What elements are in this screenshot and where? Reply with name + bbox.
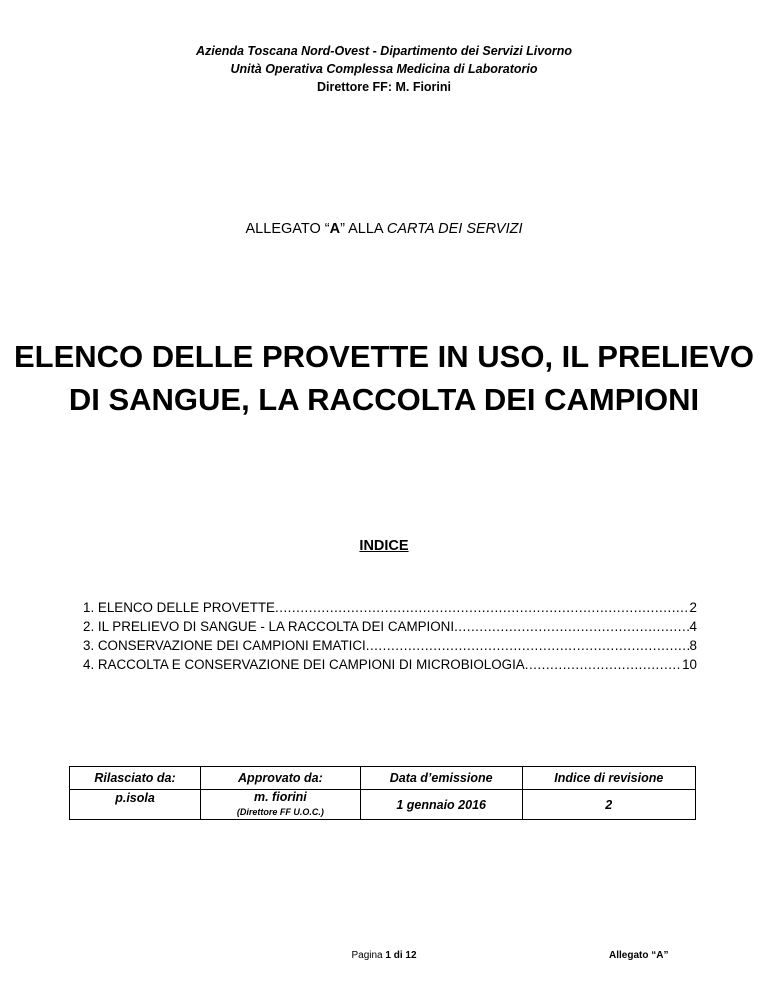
- title-line-1: ELENCO DELLE PROVETTE IN USO, IL PRELIEVO: [13, 339, 755, 374]
- approval-table-header-row: [70, 767, 696, 790]
- toc-leader-dots: [454, 619, 689, 634]
- toc-entry-text: 2. IL PRELIEVO DI SANGUE - LA RACCOLTA DEI CAMPIONI: [83, 619, 455, 634]
- table-of-contents: [83, 600, 697, 676]
- toc-leader-dots: [275, 600, 690, 615]
- toc-entry-text: 3. CONSERVAZIONE DEI CAMPIONI EMATICI: [83, 638, 366, 653]
- approval-table: [69, 766, 696, 820]
- toc-entry-text: 1. ELENCO DELLE PROVETTE: [83, 600, 275, 615]
- toc-entry[interactable]: [83, 619, 697, 638]
- toc-entry-page: 2: [689, 600, 697, 615]
- approved-by-label: Approvato da:: [201, 767, 361, 790]
- page-total: 12: [405, 950, 417, 961]
- toc-leader-dots: [525, 657, 682, 672]
- toc-entry[interactable]: [83, 638, 697, 657]
- toc-entry-text: 4. RACCOLTA E CONSERVAZIONE DEI CAMPIONI DI MICROBIOLOGIA: [83, 657, 525, 672]
- toc-entry-page: 10: [682, 657, 697, 672]
- toc-leader-dots: [366, 638, 690, 653]
- page-current: 1: [385, 950, 391, 961]
- approved-by-value: [201, 790, 361, 820]
- allegato-line: [0, 221, 768, 237]
- toc-entry[interactable]: [83, 600, 697, 619]
- toc-entry-page: 4: [689, 619, 697, 634]
- released-by-value: [70, 790, 201, 820]
- issue-date-value: 1 gennaio 2016: [360, 790, 522, 820]
- footer-allegato: Allegato “A”: [609, 950, 669, 961]
- index-heading-text: INDICE: [359, 538, 409, 554]
- page-separator: di: [390, 950, 406, 961]
- allegato-prefix: ALLEGATO “: [245, 221, 330, 237]
- header-director: Direttore FF: M. Fiorini: [316, 80, 452, 94]
- index-heading: [0, 538, 768, 554]
- released-by-name: p.isola: [115, 791, 155, 805]
- document-title: [0, 335, 768, 421]
- toc-entry[interactable]: [83, 657, 697, 676]
- allegato-carta-servizi: CARTA DEI SERVIZI: [386, 221, 523, 237]
- toc-entry-page: 8: [689, 638, 697, 653]
- header-unit: Unità Operativa Complessa Medicina di Laboratorio: [230, 62, 538, 76]
- document-header: [0, 42, 768, 96]
- approved-by-name: m. fiorini: [254, 789, 307, 804]
- revision-index-label: Indice di revisione: [522, 767, 695, 790]
- allegato-letter: A: [329, 221, 341, 237]
- released-by-label: Rilasciato da:: [70, 767, 201, 790]
- revision-index-value: 2: [522, 790, 695, 820]
- allegato-middle: ” ALLA: [340, 221, 387, 237]
- issue-date-label: Data d’emissione: [360, 767, 522, 790]
- approval-table-value-row: [70, 790, 696, 820]
- title-line-2: DI SANGUE, LA RACCOLTA DEI CAMPIONI: [68, 382, 700, 417]
- approved-by-role: (Direttore FF U.O.C.): [236, 806, 324, 817]
- header-organization: Azienda Toscana Nord-Ovest - Dipartimento dei Servizi Livorno: [196, 44, 572, 58]
- page-prefix: Pagina: [351, 950, 386, 961]
